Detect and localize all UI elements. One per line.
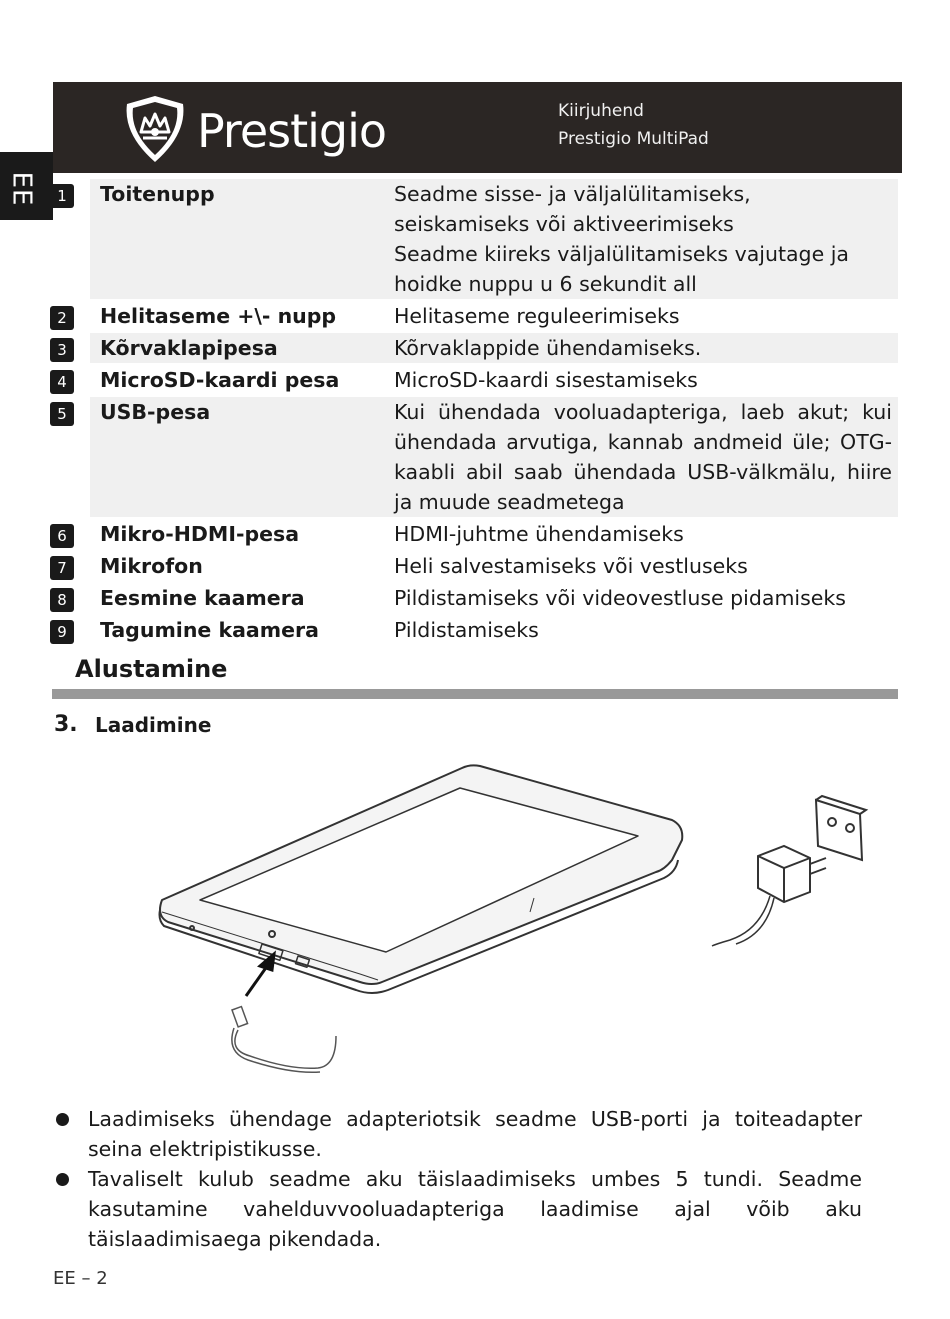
product-name: Prestigio MultiPad — [558, 129, 709, 149]
component-description: Pildistamiseks — [394, 618, 539, 642]
crown-shield-icon — [119, 92, 191, 166]
component-description: Heli salvestamiseks või vestluseks — [394, 554, 748, 578]
item-number-badge: 7 — [50, 556, 74, 580]
table-row — [50, 519, 898, 549]
item-number-badge: 1 — [50, 184, 74, 208]
language-tab — [0, 152, 53, 220]
usb-cable-drawing — [232, 1007, 336, 1073]
charging-illustration — [150, 760, 870, 1080]
component-description: Kui ühendada vooluadapteriga, laeb akut; kui ühendada arvutiga, kannab andmeid üle; OTG-kaabli abil saab ühendada USB-välkmälu, hiire ja muude seadmetega — [389, 397, 898, 517]
tablet-drawing — [160, 765, 683, 993]
item-number-badge: 9 — [50, 620, 74, 644]
list-item — [52, 1104, 862, 1164]
table-row — [50, 615, 898, 645]
component-name: Helitaseme +\- nupp — [100, 304, 337, 328]
components-table — [50, 177, 898, 647]
bullet-icon — [56, 1113, 69, 1126]
table-row — [50, 333, 898, 363]
component-name: Mikro-HDMI-pesa — [100, 522, 300, 546]
table-row — [50, 301, 898, 331]
item-number-badge: 8 — [50, 588, 74, 612]
component-description: Helitaseme reguleerimiseks — [394, 304, 680, 328]
table-row — [50, 397, 898, 517]
component-name: Kõrvaklapipesa — [90, 333, 389, 363]
page-number: EE – 2 — [53, 1268, 108, 1289]
wall-outlet-drawing — [816, 796, 866, 860]
section-title: Alustamine — [75, 655, 228, 683]
brand-wordmark: Prestigio — [197, 104, 387, 158]
item-number-badge: 2 — [50, 306, 74, 330]
component-name: Eesmine kaamera — [100, 586, 305, 610]
language-code: EE — [6, 171, 37, 207]
component-name: MicroSD-kaardi pesa — [100, 368, 340, 392]
subsection-title: Laadimine — [95, 713, 212, 737]
prestigio-logo — [119, 92, 429, 166]
document-info — [558, 97, 709, 153]
item-number-badge: 6 — [50, 524, 74, 548]
section-divider — [52, 689, 898, 699]
bullet-text: Laadimiseks ühendage adapteriotsik seadme USB-porti ja toiteadapter seina elektripistikusse. — [88, 1107, 862, 1161]
arrow-icon — [246, 954, 274, 996]
component-description: Pildistamiseks või videovestluse pidamiseks — [394, 586, 846, 610]
charging-instructions — [52, 1104, 862, 1254]
bullet-text: Tavaliselt kulub seadme aku täislaadimiseks umbes 5 tundi. Seadme kasutamine vahelduvvooluadapteriga laadimise ajal võib aku täislaadimisaega pikendada. — [88, 1167, 862, 1251]
table-row — [50, 365, 898, 395]
component-description: Kõrvaklappide ühendamiseks. — [389, 333, 898, 363]
subsection-number: 3. — [54, 712, 78, 737]
table-row — [50, 179, 898, 299]
table-row — [50, 583, 898, 613]
component-name: USB-pesa — [90, 397, 389, 517]
component-name: Mikrofon — [100, 554, 203, 578]
item-number-badge: 4 — [50, 370, 74, 394]
component-description: MicroSD-kaardi sisestamiseks — [394, 368, 698, 392]
page-header — [53, 82, 902, 173]
component-name: Toitenupp — [90, 179, 389, 299]
bullet-icon — [56, 1173, 69, 1186]
list-item — [52, 1164, 862, 1254]
component-description: Seadme sisse- ja väljalülitamiseks, seiskamiseks või aktiveerimiseks Seadme kiireks väljalülitamiseks vajutage ja hoidke nuppu u 6 sekundit all — [389, 179, 898, 299]
component-description: HDMI-juhtme ühendamiseks — [394, 522, 684, 546]
item-number-badge: 5 — [50, 402, 74, 426]
power-adapter-drawing — [712, 846, 826, 946]
item-number-badge: 3 — [50, 338, 74, 362]
component-name: Tagumine kaamera — [100, 618, 319, 642]
doc-type: Kiirjuhend — [558, 101, 644, 121]
table-row — [50, 551, 898, 581]
